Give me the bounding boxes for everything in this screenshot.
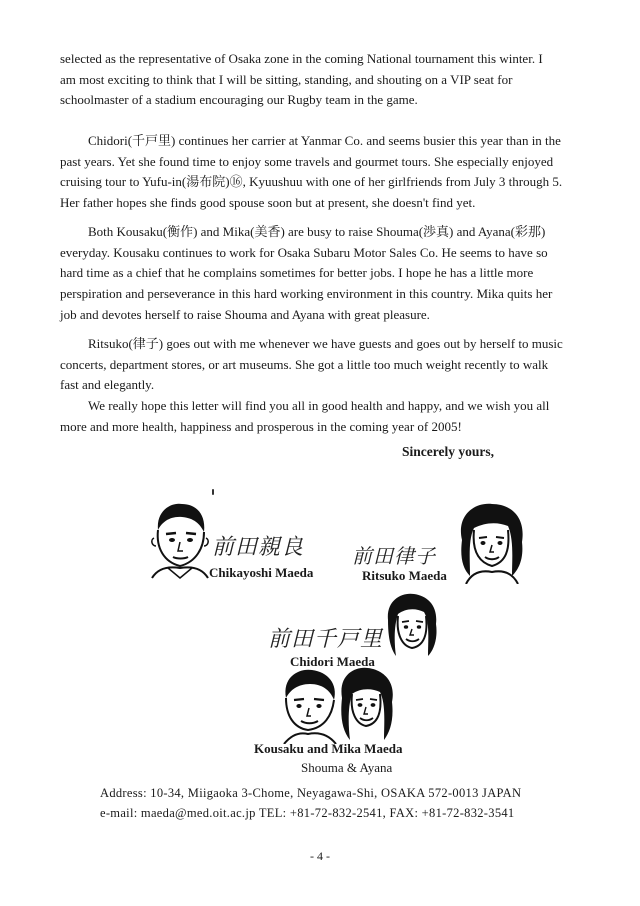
text-line: concerts, department stores, or art museums. She got a little too much weight recently to walk <box>60 356 549 372</box>
text-line: job and devotes herself to raise Shouma and Ayana with great pleasure. <box>60 306 430 322</box>
text-line: We really hope this letter will find you all in good health and happy, and we wish you all <box>88 398 550 414</box>
closing-salutation: Sincerely yours, <box>402 444 494 459</box>
children-names: Shouma & Ayana <box>301 760 393 775</box>
paragraph-chidori <box>60 131 600 214</box>
text-line: selected as the representative of Osaka zone in the coming National tournament this winter. I <box>60 51 543 66</box>
paragraph-rugby <box>60 49 600 111</box>
text-line: Chidori(千戸里) continues her carrier at Yanmar Co. and seems busier this year than in the <box>88 133 561 148</box>
text-line: more and more health, happiness and prosperous in the coming year of 2005! <box>60 418 462 434</box>
paragraph-ritsuko <box>60 334 600 438</box>
text-line: perspiration and perseverance in this hard working environment in this country. Mika quits her <box>60 286 553 302</box>
text-line: hard time as a chief that he complains sometimes for better jobs. I hope he has a little more <box>60 265 534 281</box>
text-line: schoolmaster of a stadium encouraging our Rugby team in the game. <box>60 92 418 108</box>
text-line: everyday. Kousaku continues to work for Osaka Subaru Motor Sales Co. He seems to have so <box>60 244 548 260</box>
kousaku-portrait-drawing <box>278 668 340 744</box>
text-line: past years. Yet she found time to enjoy some travels and gourmet tours. She especially enjoyed <box>60 153 554 169</box>
mika-portrait-drawing <box>334 664 398 746</box>
text-line: Ritsuko(律子) goes out with me whenever we have guests and goes out by herself to music <box>88 336 563 351</box>
paragraph-kousaku-mika <box>60 222 600 326</box>
chikayoshi-name: Chikayoshi Maeda <box>209 565 314 580</box>
stray-mark <box>212 489 214 495</box>
ritsuko-portrait-drawing <box>452 500 530 584</box>
text-line: fast and elegantly. <box>60 377 155 393</box>
chikayoshi-portrait-drawing <box>144 500 216 580</box>
ritsuko-signature: 前田律子 <box>352 544 436 568</box>
text-line: Both Kousaku(衡作) and Mika(美香) are busy to raise Shouma(渉真) and Ayana(彩那) <box>88 224 546 239</box>
page-number: - 4 - <box>310 849 330 863</box>
contact-info: e-mail: maeda@med.oit.ac.jp TEL: +81-72-832-2541, FAX: +81-72-832-3541 <box>100 806 515 820</box>
postal-address: Address: 10-34, Miigaoka 3-Chome, Neyagawa-Shi, OSAKA 572-0013 JAPAN <box>100 786 522 800</box>
chidori-portrait-drawing <box>382 590 442 662</box>
text-line: am most exciting to think that I will be sitting, standing, and shouting on a VIP seat for <box>60 71 513 87</box>
text-line: cruising tour to Yufu-in(湯布院)⑯, Kyuushuu with one of her girlfriends from July 3 through 5. <box>60 174 563 190</box>
chikayoshi-signature: 前田親良 <box>212 535 305 560</box>
text-line: Her father hopes she finds good spouse soon but at present, she doesn't find yet. <box>60 195 476 211</box>
ritsuko-name: Ritsuko Maeda <box>362 568 447 583</box>
chidori-name: Chidori Maeda <box>290 654 375 669</box>
chidori-signature: 前田千戸里 <box>268 627 384 652</box>
kousaku-mika-name: Kousaku and Mika Maeda <box>254 741 403 756</box>
